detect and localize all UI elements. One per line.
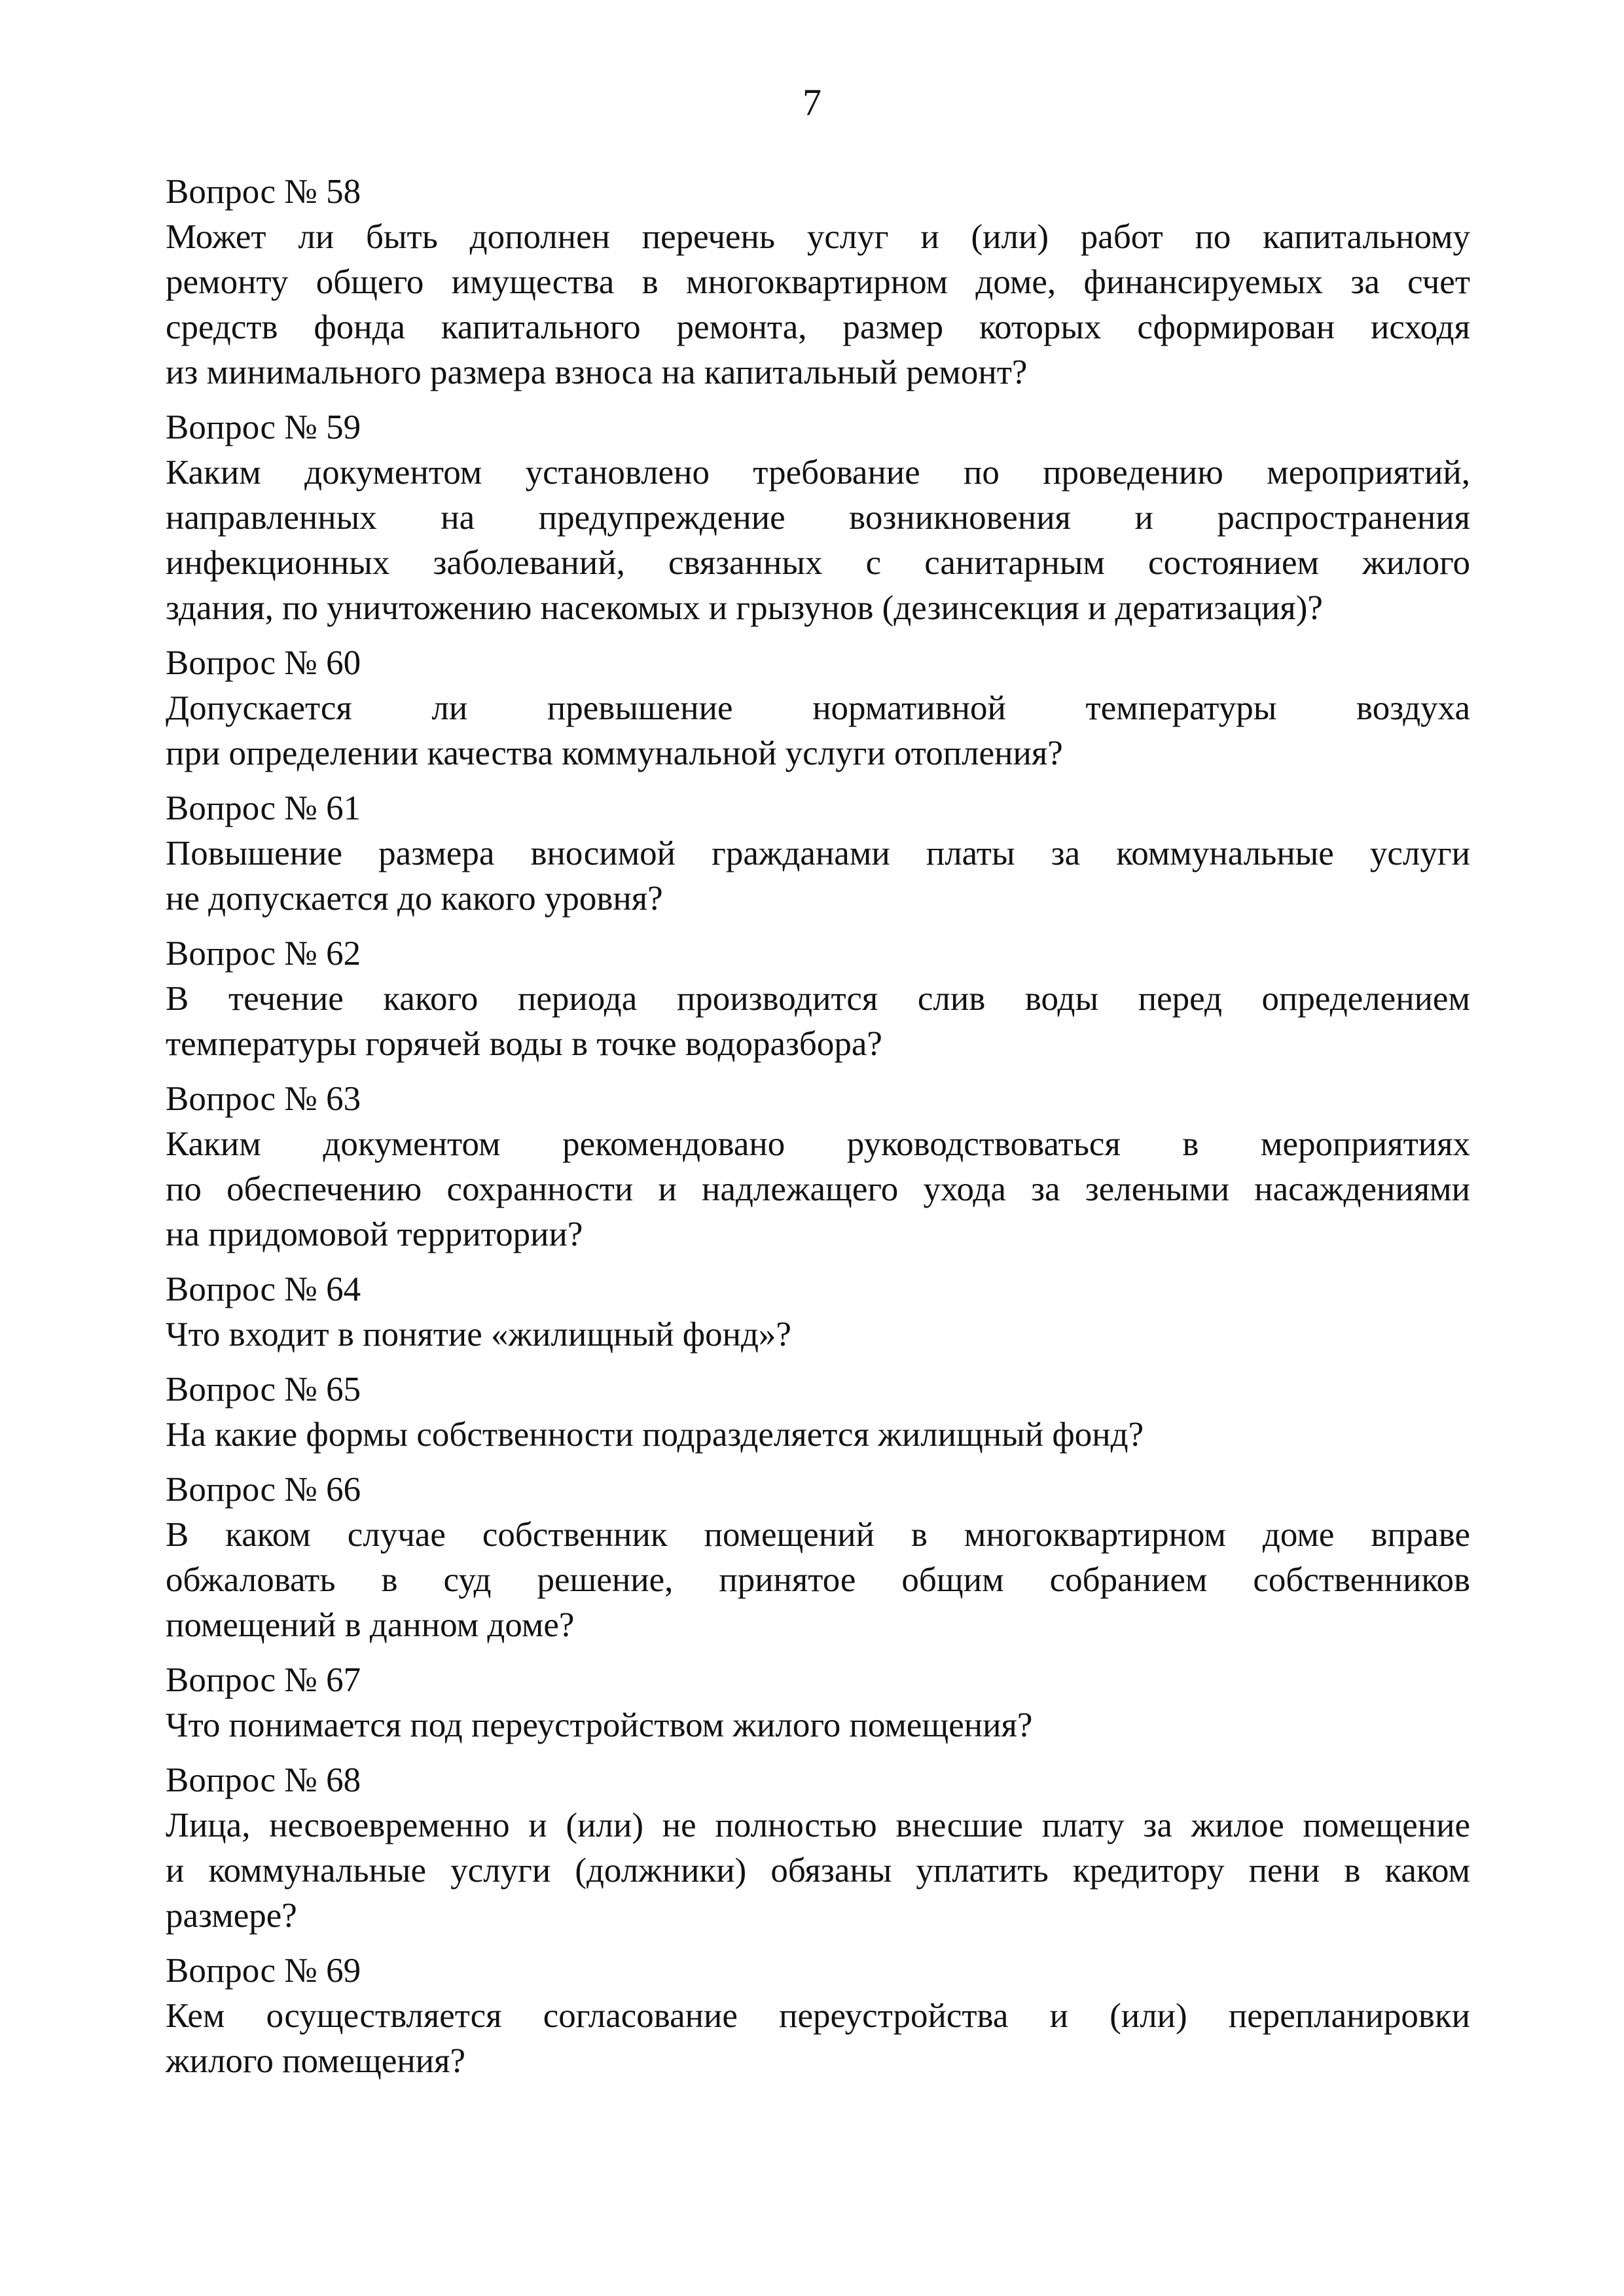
question-number: Вопрос № 69 bbox=[166, 1952, 361, 1990]
question-text bbox=[166, 1994, 1470, 2084]
question-number: Вопрос № 60 bbox=[166, 644, 361, 682]
question-text-line: На какие формы собственности подразделяется жилищный фонд? bbox=[166, 1416, 1144, 1454]
question-number: Вопрос № 66 bbox=[166, 1471, 361, 1509]
question-text-line: температуры горячей воды в точке водоразбора? bbox=[166, 1025, 882, 1063]
question-text bbox=[166, 686, 1470, 776]
question-number: Вопрос № 61 bbox=[166, 789, 361, 827]
question-text-line: и коммунальные услуги (должники) обязаны уплатить кредитору пени в каком bbox=[166, 1852, 1470, 1890]
question-number: Вопрос № 63 bbox=[166, 1080, 361, 1118]
question-text bbox=[166, 831, 1470, 922]
question-text-line: направленных на предупреждение возникновения и распространения bbox=[166, 499, 1470, 537]
question-text-line: обжаловать в суд решение, принятое общим собранием собственников bbox=[166, 1561, 1470, 1599]
question-text-line: при определении качества коммунальной услуги отопления? bbox=[166, 734, 1063, 772]
question-text-line: помещений в данном доме? bbox=[166, 1606, 575, 1644]
question-text-line: Может ли быть дополнен перечень услуг и (или) работ по капитальному bbox=[166, 218, 1470, 256]
question-block bbox=[166, 1467, 1470, 1648]
question-text-line: Допускается ли превышение нормативной температуры воздуха bbox=[166, 689, 1470, 727]
question-text-line: В каком случае собственник помещений в многоквартирном доме вправе bbox=[166, 1516, 1470, 1554]
questions-list bbox=[166, 169, 1470, 2093]
question-text bbox=[166, 1803, 1470, 1939]
question-text-line: не допускается до какого уровня? bbox=[166, 880, 663, 918]
question-text-line: Каким документом установлено требование по проведению мероприятий, bbox=[166, 454, 1470, 492]
question-text-line: ремонту общего имущества в многоквартирном доме, финансируемых за счет bbox=[166, 263, 1470, 301]
question-number: Вопрос № 65 bbox=[166, 1371, 361, 1408]
question-text bbox=[166, 1412, 1470, 1458]
question-number: Вопрос № 58 bbox=[166, 173, 361, 211]
question-number: Вопрос № 68 bbox=[166, 1761, 361, 1799]
question-text-line: по обеспечению сохранности и надлежащего ухода за зелеными насаждениями bbox=[166, 1170, 1470, 1208]
question-text bbox=[166, 215, 1470, 395]
question-text-line: В течение какого периода производится слив воды перед определением bbox=[166, 980, 1470, 1018]
question-text-line: средств фонда капитального ремонта, размер которых сформирован исходя bbox=[166, 308, 1470, 346]
question-number: Вопрос № 64 bbox=[166, 1270, 361, 1308]
question-text bbox=[166, 1312, 1470, 1357]
question-text bbox=[166, 1513, 1470, 1648]
question-block bbox=[166, 404, 1470, 631]
question-text bbox=[166, 1703, 1470, 1748]
question-number: Вопрос № 62 bbox=[166, 935, 361, 973]
question-block bbox=[166, 1757, 1470, 1939]
question-text-line: из минимального размера взноса на капитальный ремонт? bbox=[166, 353, 1028, 391]
question-text-line: инфекционных заболеваний, связанных с санитарным состоянием жилого bbox=[166, 544, 1470, 582]
question-block bbox=[166, 1657, 1470, 1748]
question-text bbox=[166, 977, 1470, 1067]
question-block bbox=[166, 931, 1470, 1067]
question-text bbox=[166, 1122, 1470, 1257]
question-text-line: жилого помещения? bbox=[166, 2042, 465, 2080]
question-text bbox=[166, 450, 1470, 631]
question-number: Вопрос № 67 bbox=[166, 1661, 361, 1699]
question-text-line: здания, по уничтожению насекомых и грызунов (дезинсекция и дератизация)? bbox=[166, 589, 1323, 627]
question-text-line: размере? bbox=[166, 1897, 297, 1935]
question-block bbox=[166, 640, 1470, 776]
question-block bbox=[166, 1367, 1470, 1458]
question-text-line: Повышение размера вносимой гражданами платы за коммунальные услуги bbox=[166, 834, 1470, 872]
question-block bbox=[166, 1076, 1470, 1257]
page-number: 7 bbox=[803, 81, 821, 124]
question-block bbox=[166, 169, 1470, 395]
question-block bbox=[166, 785, 1470, 922]
question-text-line: Каким документом рекомендовано руководствоваться в мероприятиях bbox=[166, 1125, 1470, 1163]
question-text-line: Кем осуществляется согласование переустройства и (или) перепланировки bbox=[166, 1997, 1470, 2035]
question-text-line: Что понимается под переустройством жилого помещения? bbox=[166, 1706, 1033, 1744]
question-text-line: на придомовой территории? bbox=[166, 1215, 583, 1253]
question-text-line: Что входит в понятие «жилищный фонд»? bbox=[166, 1316, 791, 1354]
question-block bbox=[166, 1948, 1470, 2084]
question-block bbox=[166, 1266, 1470, 1357]
question-number: Вопрос № 59 bbox=[166, 408, 361, 446]
question-text-line: Лица, несвоевременно и (или) не полностью внесшие плату за жилое помещение bbox=[166, 1806, 1470, 1844]
